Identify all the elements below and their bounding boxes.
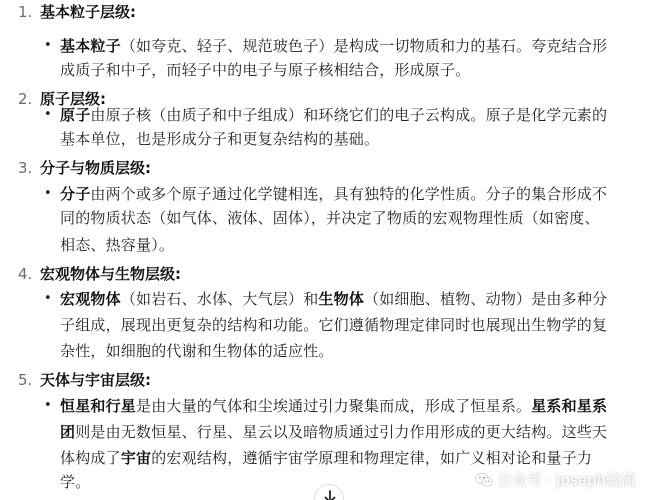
section-heading	[18, 0, 136, 24]
section-number: 1.	[18, 3, 33, 21]
bullet-icon: •	[44, 291, 52, 306]
text-line	[60, 394, 607, 418]
bullet-icon: •	[44, 186, 52, 201]
text-span: 是由大量的气体和尘埃通过引力聚集而成，形成了恒星系。	[136, 397, 532, 415]
text-span: 基本单位，也是形成分子和更复杂结构的基础。	[60, 130, 380, 148]
text-span: 由两个或多个原子通过化学键相连，具有独特的化学性质。分子的集合形成不	[90, 185, 608, 203]
text-span: 由原子核（由质子和中子组成）和环绕它们的电子云构成。原子是化学元素的	[90, 106, 608, 124]
section-title: 宏观物体与生物层级:	[40, 265, 181, 283]
text-line	[60, 127, 379, 151]
text-span: 体构成了	[60, 449, 121, 467]
bold-term: 宏观物体	[60, 290, 121, 308]
text-line	[60, 103, 607, 127]
bullet-icon: •	[44, 398, 52, 413]
bullet-icon: •	[44, 38, 52, 53]
watermark-text: 公众号 · Joseph轻流	[497, 471, 636, 489]
section-title: 基本粒子层级:	[40, 3, 136, 21]
section-number: 3.	[18, 159, 33, 177]
bold-term: 宇宙	[120, 449, 152, 467]
section-number: 2.	[18, 90, 33, 108]
text-span: 学。	[60, 473, 91, 491]
section-title: 原子层级:	[40, 90, 106, 108]
section-number: 4.	[18, 265, 33, 283]
bullet-icon: •	[44, 107, 52, 122]
arrow-down-icon	[323, 490, 337, 500]
text-span: 则是由无数恒星、行星、星云以及暗物质通过引力作用形成的更大结构。这些天	[75, 423, 608, 441]
bold-term: 生物体	[318, 290, 365, 308]
text-span: 成质子和中子，而轻子中的电子与原子核相结合，形成原子。	[60, 61, 471, 79]
text-span: （如细胞、植物、动物）是由多种分	[364, 290, 608, 308]
section-heading	[18, 156, 151, 180]
text-span: 同的物质状态（如气体、液体、固体），并决定了物质的宏观物理性质（如密度、	[60, 209, 600, 227]
text-span: 的宏观结构，遵循宇宙学原理和物理定律，如广义相对论和量子力	[151, 449, 593, 467]
text-line	[60, 446, 592, 470]
text-span: 子组成，展现出更复杂的结构和功能。它们遵循物理定律同时也展现出生物学的复	[60, 316, 608, 334]
text-line	[60, 206, 600, 230]
text-line	[60, 182, 607, 206]
section-heading	[18, 262, 181, 286]
bold-term: 基本粒子	[60, 37, 121, 55]
bold-term: 恒星和行星	[60, 397, 137, 415]
scroll-down-button[interactable]	[314, 484, 344, 500]
bold-term: 分子	[60, 185, 91, 203]
text-line	[60, 233, 174, 257]
text-line	[60, 420, 607, 444]
section-heading	[18, 368, 151, 392]
text-line	[60, 470, 90, 494]
text-span: （如夸克、轻子、规范玻色子）是构成一切物质和力的基石。夸克结合形	[120, 37, 608, 55]
text-span: 相态、热容量）。	[60, 236, 175, 254]
text-span: （如岩石、水体、大气层）和	[120, 290, 319, 308]
text-line	[60, 313, 607, 337]
wechat-icon	[475, 472, 493, 488]
bold-term: 团	[60, 423, 76, 441]
section-number: 5.	[18, 371, 33, 389]
section-title: 天体与宇宙层级:	[40, 371, 151, 389]
watermark	[475, 468, 636, 492]
text-line	[60, 287, 607, 311]
text-line	[60, 339, 334, 363]
bold-term: 原子	[60, 106, 91, 124]
text-span: 杂性，如细胞的代谢和生物体的适应性。	[60, 342, 334, 360]
text-line	[60, 58, 470, 82]
text-line	[60, 34, 607, 58]
section-title: 分子与物质层级:	[40, 159, 151, 177]
bold-term: 星系和星系	[531, 397, 608, 415]
